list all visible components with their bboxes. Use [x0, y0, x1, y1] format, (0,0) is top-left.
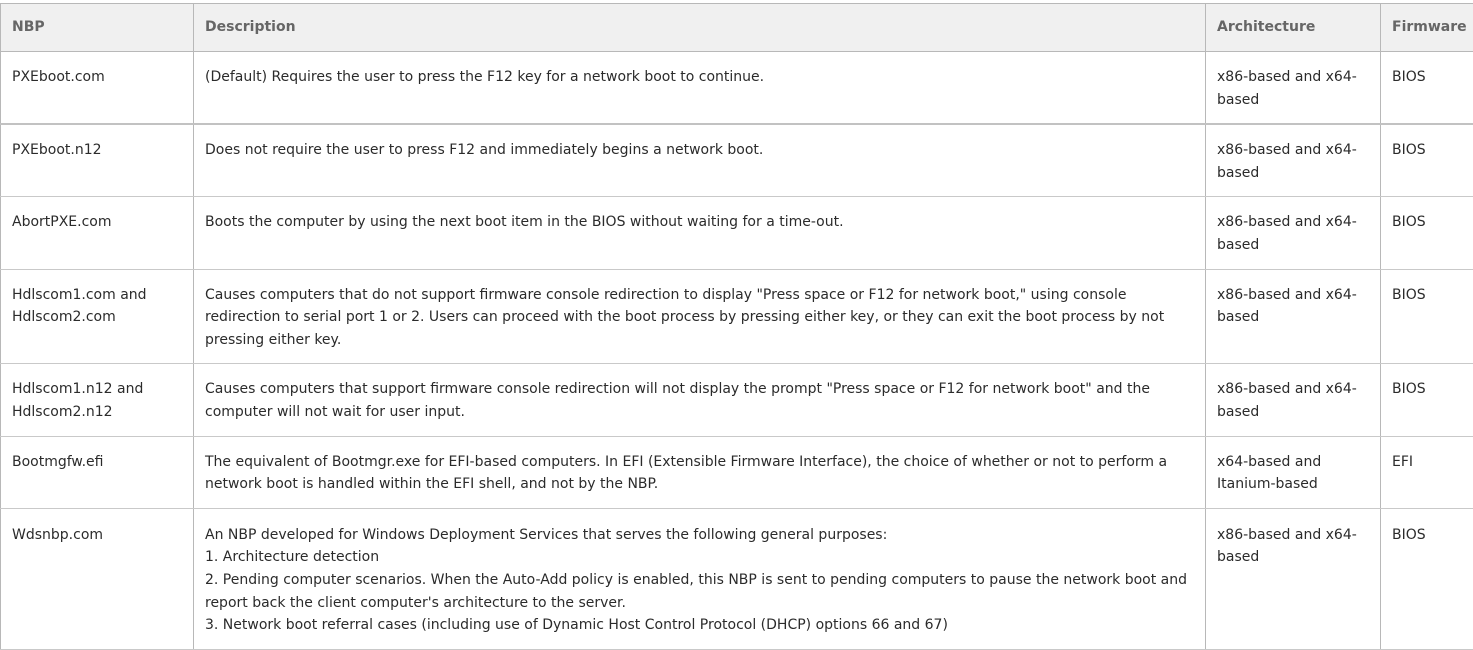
cell-nbp: Hdlscom1.com and Hdlscom2.com [1, 269, 194, 364]
cell-firmware: BIOS [1381, 508, 1473, 649]
cell-firmware: BIOS [1381, 52, 1473, 125]
cell-firmware: EFI [1381, 436, 1473, 508]
table-row [1, 364, 1473, 436]
cell-firmware: BIOS [1381, 197, 1473, 269]
table-row [1, 269, 1473, 364]
cell-description: Boots the computer by using the next boot item in the BIOS without waiting for a time-out. [194, 197, 1206, 269]
cell-description [194, 508, 1206, 649]
description-line: 2. Pending computer scenarios. When the Auto-Add policy is enabled, this NBP is sent to pending computers to pause the network boot and report back the client computer's architecture to the server. [205, 569, 1195, 614]
description-line: An NBP developed for Windows Deployment Services that serves the following general purposes: [205, 524, 1195, 547]
cell-nbp: Wdsnbp.com [1, 508, 194, 649]
cell-firmware: BIOS [1381, 364, 1473, 436]
column-header-architecture: Architecture [1206, 4, 1381, 52]
cell-architecture: x86-based and x64-based [1206, 269, 1381, 364]
column-header-description: Description [194, 4, 1206, 52]
cell-description: Causes computers that support firmware console redirection will not display the prompt "Press space or F12 for network boot" and the computer will not wait for user input. [194, 364, 1206, 436]
table-row [1, 508, 1473, 649]
cell-architecture: x86-based and x64-based [1206, 124, 1381, 197]
cell-description: The equivalent of Bootmgr.exe for EFI-based computers. In EFI (Extensible Firmware Interface), the choice of whether or not to perform a network boot is handled within the EFI shell, and not by the NBP. [194, 436, 1206, 508]
column-header-nbp: NBP [1, 4, 194, 52]
table-row [1, 436, 1473, 508]
cell-nbp: Bootmgfw.efi [1, 436, 194, 508]
description-line: 3. Network boot referral cases (including use of Dynamic Host Control Protocol (DHCP) options 66 and 67) [205, 614, 1195, 637]
table-row [1, 197, 1473, 269]
cell-architecture: x86-based and x64-based [1206, 364, 1381, 436]
cell-description: Causes computers that do not support firmware console redirection to display "Press space or F12 for network boot," using console redirection to serial port 1 or 2. Users can proceed with the boot process by pressing either key, or they can exit the boot process by not pressing either key. [194, 269, 1206, 364]
nbp-table [0, 3, 1473, 650]
cell-nbp: PXEboot.n12 [1, 124, 194, 197]
cell-nbp: PXEboot.com [1, 52, 194, 125]
cell-nbp: Hdlscom1.n12 and Hdlscom2.n12 [1, 364, 194, 436]
table-header-row [1, 4, 1473, 52]
nbp-table-container [0, 3, 1473, 650]
cell-architecture: x86-based and x64-based [1206, 197, 1381, 269]
cell-architecture: x86-based and x64-based [1206, 52, 1381, 125]
table-row [1, 52, 1473, 125]
table-row [1, 124, 1473, 197]
description-line: 1. Architecture detection [205, 546, 1195, 569]
column-header-firmware: Firmware [1381, 4, 1473, 52]
cell-architecture: x64-based and Itanium-based [1206, 436, 1381, 508]
cell-description: Does not require the user to press F12 and immediately begins a network boot. [194, 124, 1206, 197]
cell-architecture: x86-based and x64-based [1206, 508, 1381, 649]
cell-description: (Default) Requires the user to press the F12 key for a network boot to continue. [194, 52, 1206, 125]
cell-firmware: BIOS [1381, 269, 1473, 364]
cell-firmware: BIOS [1381, 124, 1473, 197]
cell-nbp: AbortPXE.com [1, 197, 194, 269]
